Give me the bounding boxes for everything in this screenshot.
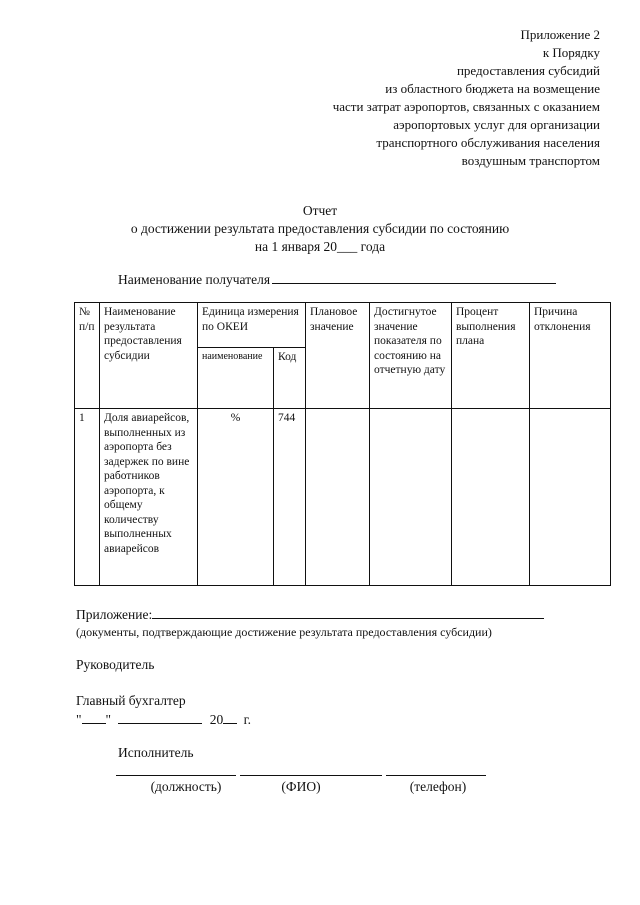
attachment-field [76,606,544,623]
phone-blank-line[interactable] [386,775,486,776]
table-header-row [75,303,611,348]
header-unit-code: Код [274,348,306,409]
report-title-block [0,202,640,256]
date-day-blank[interactable] [82,711,106,724]
appendix-line: транспортного обслуживания населения [376,135,600,150]
position-caption: (должность) [150,779,222,794]
header-percent: Процент выполнения плана [452,303,530,409]
date-year-prefix: 20 [209,712,224,727]
table-row [75,409,611,586]
report-table [74,302,611,586]
header-achieved: Достигнутое значение показателя по состоянию на отчетную дату [370,303,452,409]
phone-caption: (телефон) [409,779,467,794]
row-num: 1 [75,409,100,586]
date-year-blank[interactable] [223,711,237,724]
appendix-line: к Порядку [542,45,600,60]
recipient-field [118,270,556,288]
date-year-suffix: г. [243,712,252,727]
recipient-label: Наименование получателя [118,272,271,287]
row-result-name: Доля авиарейсов, выполненных из аэропорта без задержек по вине работников аэропорта, к общему количеству выполненных авиарейсов [100,409,198,586]
recipient-blank-line[interactable] [272,270,556,284]
date-quote-open: " [76,712,82,727]
report-date-line: на 1 января 20___ года [254,239,386,254]
header-reason: Причина отклонения [530,303,611,409]
row-planned[interactable] [306,409,370,586]
fio-caption: (ФИО) [281,779,321,794]
position-blank-line[interactable] [116,775,236,776]
attachment-blank-line[interactable] [152,606,544,619]
header-num: № п/п [75,303,100,409]
appendix-line: аэропортовых услуг для организации [393,117,600,132]
head-label: Руководитель [76,657,155,672]
date-field [76,711,251,728]
accountant-label: Главный бухгалтер [76,693,186,708]
header-planned: Плановое значение [306,303,370,409]
row-reason[interactable] [530,409,611,586]
header-unit: Единица измерения по ОКЕИ [198,303,306,348]
report-subtitle: о достижении результата предоставления субсидии по состоянию [130,221,510,236]
appendix-header [240,26,600,170]
attachment-note: (документы, подтверждающие достижение результата предоставления субсидии) [76,625,492,639]
appendix-line: части затрат аэропортов, связанных с оказанием [332,99,600,114]
row-unit-code: 744 [274,409,306,586]
executor-label: Исполнитель [118,745,194,760]
report-title: Отчет [302,203,338,218]
row-percent[interactable] [452,409,530,586]
row-achieved[interactable] [370,409,452,586]
appendix-line: воздушным транспортом [461,153,600,168]
appendix-line: предоставления субсидий [456,63,600,78]
appendix-line: Приложение 2 [520,27,600,42]
appendix-line: из областного бюджета на возмещение [385,81,600,96]
row-unit-name: % [198,409,274,586]
header-unit-name: наименование [198,348,274,409]
header-result-name: Наименование результата предоставления субсидии [100,303,198,409]
date-quote-close: " [105,712,112,727]
fio-blank-line[interactable] [240,775,382,776]
attachment-label: Приложение: [76,607,153,622]
date-month-blank[interactable] [118,711,202,724]
